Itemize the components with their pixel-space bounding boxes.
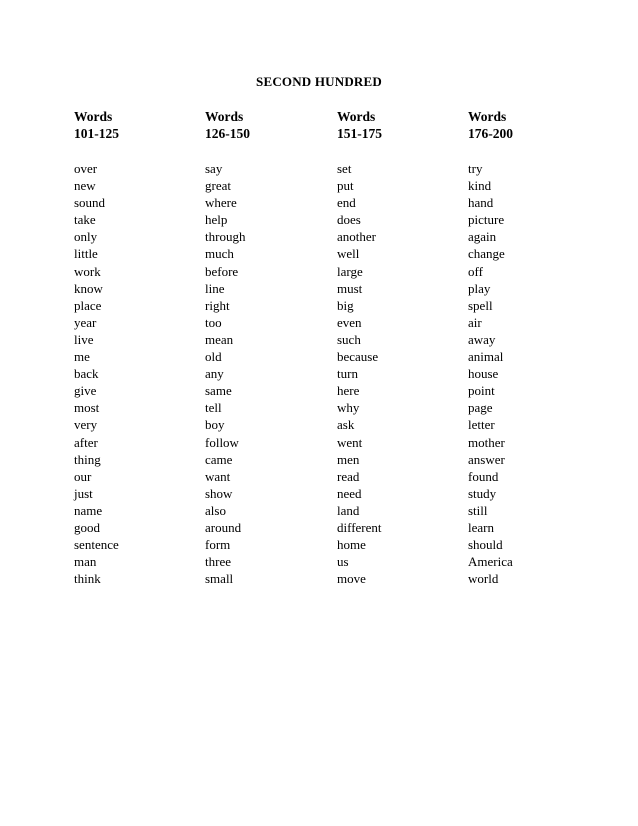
word-item: take [74, 212, 96, 228]
word-item: house [468, 366, 499, 382]
word-item: answer [468, 451, 505, 467]
column-header [74, 108, 204, 142]
word-item: air [468, 314, 482, 330]
word-item: study [468, 485, 497, 501]
word-item: around [205, 519, 242, 535]
word-item: need [337, 485, 362, 501]
word-item: another [337, 229, 376, 245]
word-item: little [74, 246, 98, 262]
word-item: point [468, 383, 495, 399]
word-item: most [74, 400, 100, 416]
word-item: any [205, 366, 224, 382]
word-item: also [205, 502, 226, 518]
word-item: sentence [74, 537, 119, 553]
word-column-101-125 [74, 108, 204, 587]
word-item: too [205, 314, 222, 330]
column-heading: Words [337, 109, 376, 124]
word-item: only [74, 229, 98, 245]
word-item: great [205, 178, 231, 194]
word-item: just [74, 485, 93, 501]
word-item: follow [205, 434, 239, 450]
page-title: SECOND HUNDRED [256, 74, 382, 89]
word-item: mean [205, 331, 234, 347]
word-item: through [205, 229, 246, 245]
column-range: 151-175 [337, 126, 382, 141]
word-item: where [205, 195, 237, 211]
word-item: move [337, 571, 366, 587]
word-item: us [337, 554, 349, 570]
column-range: 126-150 [205, 126, 250, 141]
word-item: right [205, 297, 230, 313]
column-range: 176-200 [468, 126, 513, 141]
word-item: back [74, 366, 99, 382]
word-item: again [468, 229, 497, 245]
word-item: page [468, 400, 493, 416]
column-range: 101-125 [74, 126, 119, 141]
word-item: home [337, 537, 366, 553]
word-item: boy [205, 417, 225, 433]
word-column-176-200 [468, 108, 598, 587]
word-item: away [468, 331, 496, 347]
word-item: still [468, 502, 488, 518]
word-item: name [74, 502, 103, 518]
word-item: new [74, 178, 96, 194]
word-item: learn [468, 519, 494, 535]
column-header [337, 108, 467, 142]
word-item: came [205, 451, 233, 467]
word-item: because [337, 349, 379, 365]
word-item: land [337, 502, 360, 518]
word-item: even [337, 314, 362, 330]
word-item: year [74, 314, 97, 330]
word-item: play [468, 280, 491, 296]
word-item: picture [468, 212, 505, 228]
word-item: good [74, 519, 100, 535]
word-item: give [74, 383, 97, 399]
column-header [205, 108, 335, 142]
word-item: help [205, 212, 228, 228]
word-item: after [74, 434, 98, 450]
word-item: know [74, 280, 103, 296]
word-item: found [468, 468, 499, 484]
word-item: say [205, 161, 223, 176]
word-item: big [337, 297, 354, 313]
word-item: much [205, 246, 234, 262]
word-item: why [337, 400, 360, 416]
word-item: thing [74, 451, 101, 467]
word-item: went [337, 434, 363, 450]
word-item: sound [74, 195, 106, 211]
word-item: think [74, 571, 101, 587]
word-item: does [337, 212, 361, 228]
word-item: turn [337, 366, 358, 382]
word-item: form [205, 537, 231, 553]
word-list [337, 160, 467, 587]
word-item: live [74, 331, 94, 347]
word-item: same [205, 383, 232, 399]
word-item: must [337, 280, 363, 296]
word-item: put [337, 178, 354, 194]
column-heading: Words [468, 109, 507, 124]
word-item: our [74, 468, 92, 484]
word-item: place [74, 297, 102, 313]
word-item: show [205, 485, 233, 501]
word-item: before [205, 263, 239, 279]
word-item: me [74, 349, 90, 365]
word-item: work [74, 263, 101, 279]
word-item: animal [468, 349, 504, 365]
word-item: letter [468, 417, 495, 433]
word-item: should [468, 537, 503, 553]
word-item: America [468, 554, 513, 570]
word-item: man [74, 554, 97, 570]
word-item: spell [468, 297, 493, 313]
word-item: ask [337, 417, 355, 433]
word-item: large [337, 263, 363, 279]
word-item: mother [468, 434, 505, 450]
word-item: here [337, 383, 360, 399]
word-list [468, 160, 598, 587]
word-list [205, 160, 335, 587]
column-header [468, 108, 598, 142]
word-item: kind [468, 178, 492, 194]
word-list [74, 160, 204, 587]
word-item: end [337, 195, 356, 211]
word-item: off [468, 263, 483, 279]
word-item: very [74, 417, 98, 433]
word-column-151-175 [337, 108, 467, 587]
column-heading: Words [74, 109, 113, 124]
word-item: small [205, 571, 234, 587]
word-item: world [468, 571, 499, 587]
word-item: line [205, 280, 225, 296]
word-item: over [74, 161, 98, 176]
word-column-126-150 [205, 108, 335, 587]
word-item: want [205, 468, 231, 484]
word-item: set [337, 161, 352, 176]
word-item: different [337, 519, 382, 535]
word-item: well [337, 246, 360, 262]
word-item: old [205, 349, 222, 365]
word-item: three [205, 554, 231, 570]
word-item: change [468, 246, 505, 262]
word-item: hand [468, 195, 494, 211]
word-item: such [337, 331, 361, 347]
column-heading: Words [205, 109, 244, 124]
word-item: read [337, 468, 360, 484]
word-item: try [468, 161, 483, 176]
word-item: tell [205, 400, 222, 416]
word-item: men [337, 451, 360, 467]
